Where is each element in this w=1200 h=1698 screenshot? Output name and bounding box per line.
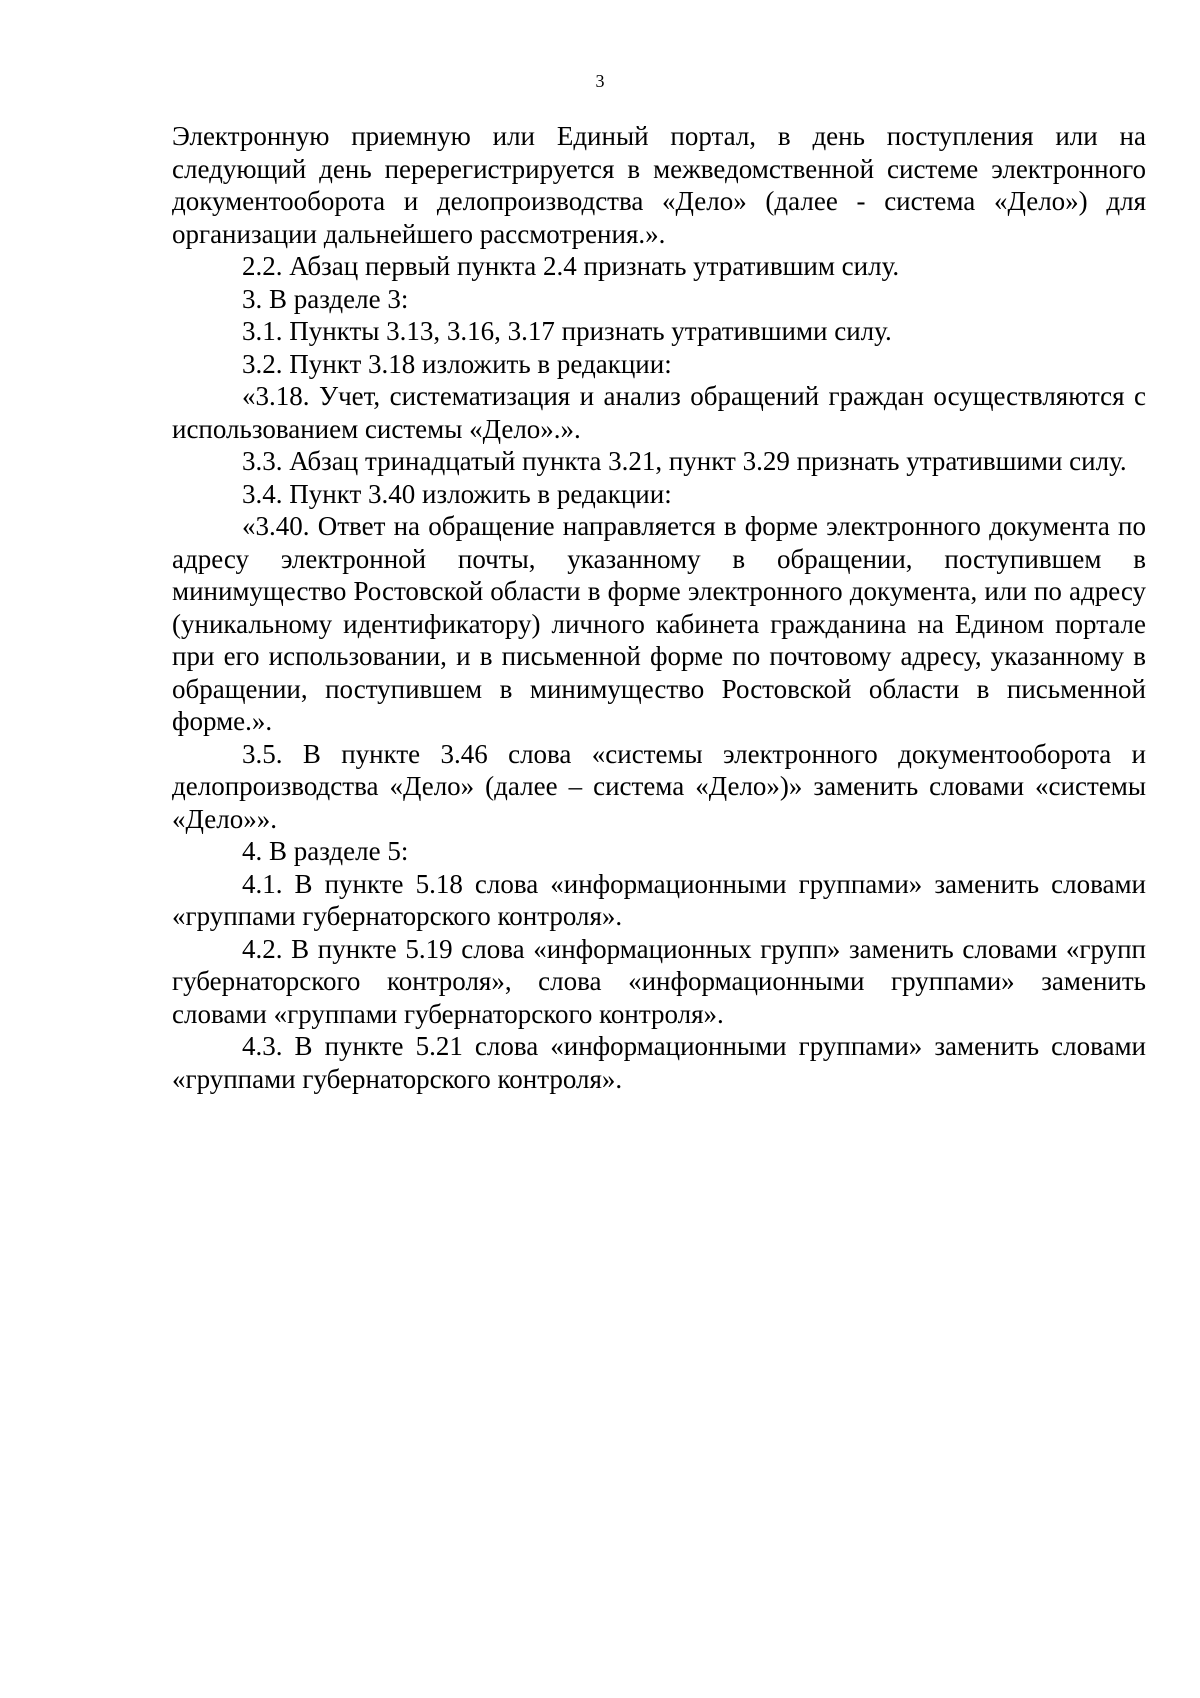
paragraph-section-3: 3. В разделе 3:	[242, 283, 409, 314]
paragraph-4-2: 4.2. В пункте 5.19 слова «информационных групп» заменить словами «групп губернаторского контроля», слова «информационными группами» заменить словами «группами губернаторского контроля».	[172, 933, 1146, 1029]
paragraph-continuation: Электронную приемную или Единый портал, в день поступления или на следующий день перерегистрируется в межведомственной системе электронного документооборота и делопроизводства «Дело» (далее - система «Дело») для организации дальнейшего рассмотрения.».	[172, 121, 1146, 249]
paragraph-3-1: 3.1. Пункты 3.13, 3.16, 3.17 признать утратившими силу.	[242, 316, 892, 346]
paragraph-4-1: 4.1. В пункте 5.18 слова «информационными группами» заменить словами «группами губернаторского контроля».	[172, 868, 1146, 931]
paragraph-section-5: 4. В разделе 5:	[242, 836, 409, 866]
paragraph-3-3: 3.3. Абзац тринадцатый пункта 3.21, пункт 3.29 признать утратившими силу.	[242, 446, 1127, 476]
paragraph-3-18-quote: «3.18. Учет, систематизация и анализ обращений граждан осуществляются с использованием системы «Дело».».	[172, 381, 1146, 444]
paragraph-3-5: 3.5. В пункте 3.46 слова «системы электронного документооборота и делопроизводства «Дело» (далее – система «Дело»)» заменить словами «системы «Дело»».	[172, 738, 1146, 834]
paragraph-2-2: 2.2. Абзац первый пункта 2.4 признать утратившим силу.	[242, 251, 900, 281]
paragraph-3-40-quote: «3.40. Ответ на обращение направляется в форме электронного документа по адресу электронной почты, указанному в обращении, поступившем в минимущество Ростовской области в форме электронного документа, или по адресу (уникальному идентификатору) личного кабинета гражданина на Едином портале при его использовании, и в письменной форме по почтовому адресу, указанному в обращении, поступившем в минимущество Ростовской области в письменной форме.».	[172, 511, 1146, 736]
paragraph-3-2: 3.2. Пункт 3.18 изложить в редакции:	[242, 348, 672, 379]
paragraph-4-3: 4.3. В пункте 5.21 слова «информационными группами» заменить словами «группами губернаторского контроля».	[172, 1031, 1146, 1094]
page-number: 3	[595, 71, 605, 91]
paragraph-3-4: 3.4. Пункт 3.40 изложить в редакции:	[242, 478, 672, 509]
document-body	[172, 120, 1146, 1095]
